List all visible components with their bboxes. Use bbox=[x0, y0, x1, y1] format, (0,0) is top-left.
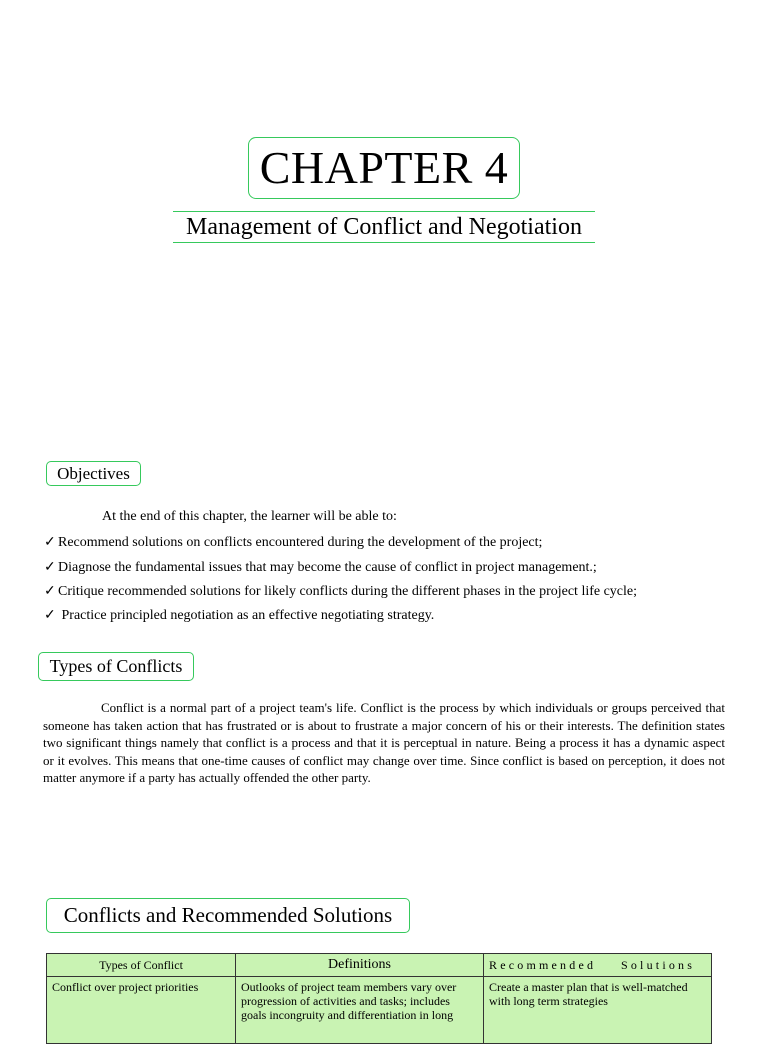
objectives-intro: At the end of this chapter, the learner will be able to: bbox=[102, 509, 397, 524]
column-header-types: Types of Conflict bbox=[47, 954, 236, 977]
objective-item bbox=[44, 583, 637, 600]
table-cell-definition: Outlooks of project team members vary over progression of activities and tasks; includes goals incongruity and differentiation in long bbox=[236, 977, 484, 1044]
chapter-title: CHAPTER 4 bbox=[248, 137, 520, 199]
table-cell-solution: Create a master plan that is well-matched with long term strategies bbox=[484, 977, 712, 1044]
checkmark-icon: ✓ bbox=[44, 584, 56, 599]
column-header-solutions: Recommended Solutions bbox=[484, 954, 712, 977]
types-of-conflicts-paragraph: Conflict is a normal part of a project team's life. Conflict is the process by which individuals or groups perceived that someone has taken action that has frustrated or is about to frustrate a major concern of his or their interests. The definition states two significant things namely that conflict is a process and that it is perceptual in nature. Being a process it has a dynamic aspect or it evolves. This means that one-time causes of conflict may change over time. Since conflict is based on perception, it does not matter anymore if a party has actually offended the other party. bbox=[43, 700, 725, 785]
solutions-table bbox=[46, 953, 712, 1044]
objective-text: Practice principled negotiation as an effective negotiating strategy. bbox=[58, 608, 435, 623]
table-header-row bbox=[47, 954, 712, 977]
objective-item bbox=[44, 534, 542, 551]
chapter-subtitle: Management of Conflict and Negotiation bbox=[173, 211, 595, 243]
objective-item bbox=[44, 559, 597, 576]
checkmark-icon: ✓ bbox=[44, 608, 56, 623]
objective-item bbox=[44, 607, 434, 624]
table-row bbox=[47, 977, 712, 1044]
column-header-definitions: Definitions bbox=[236, 954, 484, 977]
checkmark-icon: ✓ bbox=[44, 560, 56, 575]
checkmark-icon: ✓ bbox=[44, 535, 56, 550]
objective-text: Diagnose the fundamental issues that may become the cause of conflict in project management.; bbox=[58, 560, 597, 575]
types-of-conflicts-heading: Types of Conflicts bbox=[38, 652, 194, 681]
objective-text: Critique recommended solutions for likely conflicts during the different phases in the project life cycle; bbox=[58, 584, 638, 599]
objective-text: Recommend solutions on conflicts encountered during the development of the project; bbox=[58, 535, 543, 550]
solutions-heading: Conflicts and Recommended Solutions bbox=[46, 898, 410, 933]
objectives-heading: Objectives bbox=[46, 461, 141, 486]
table-cell-type: Conflict over project priorities bbox=[47, 977, 236, 1044]
